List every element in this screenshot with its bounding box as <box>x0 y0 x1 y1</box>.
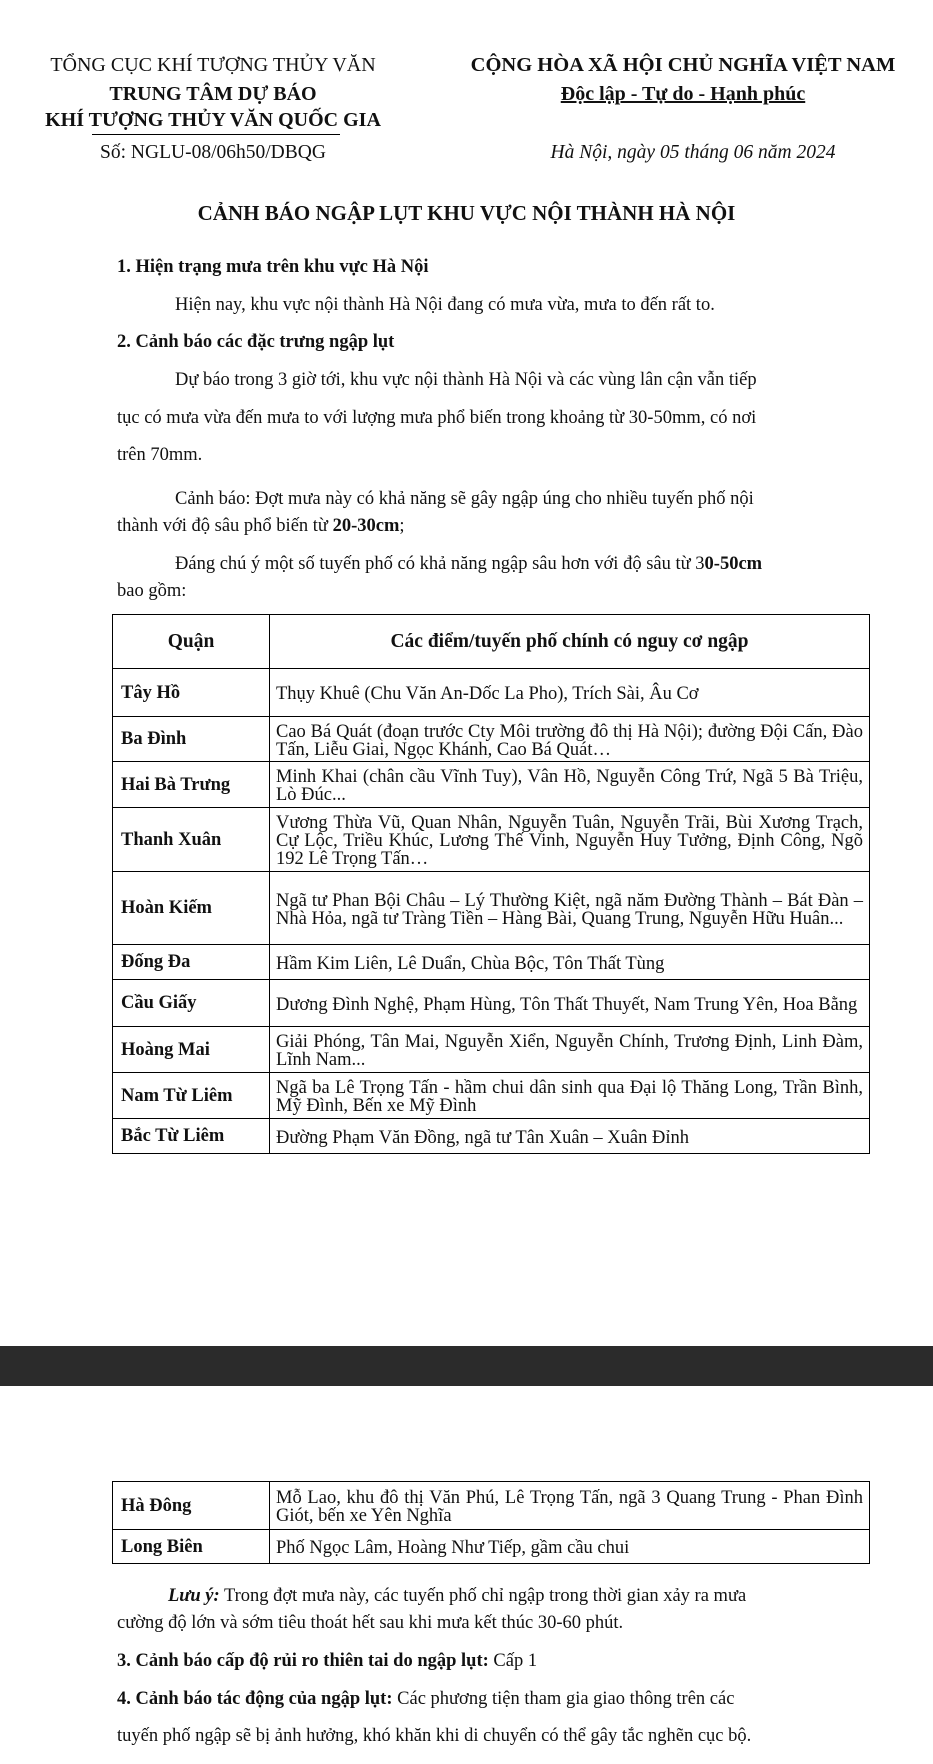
note-line2: bao gồm: <box>117 581 187 601</box>
forecast-line1: Dự báo trong 3 giờ tới, khu vực nội thành Hà Nội và các vùng lân cận vẫn tiếp <box>175 370 757 390</box>
table-row <box>113 717 870 762</box>
national-motto: Độc lập - Tự do - Hạnh phúc <box>560 83 806 105</box>
district-cell: Hoàng Mai <box>113 1027 270 1073</box>
table-row <box>113 945 870 980</box>
column-header-district: Quận <box>113 615 270 669</box>
streets-cell: Mỗ Lao, khu đô thị Văn Phú, Lê Trọng Tấn, ngã 3 Quang Trung - Phan Đình Giót, bến xe Yên Nghĩa <box>270 1482 870 1530</box>
forecast-line3: trên 70mm. <box>117 445 203 465</box>
warning-line2: thành với độ sâu phổ biến từ 20-30cm; <box>117 516 405 536</box>
section1-heading: 1. Hiện trạng mưa trên khu vực Hà Nội <box>117 257 429 277</box>
notice-line2: cường độ lớn và sớm tiêu thoát hết sau khi mưa kết thúc 30-60 phút. <box>117 1613 624 1633</box>
district-cell: Hà Đông <box>113 1482 270 1530</box>
section1-text: Hiện nay, khu vực nội thành Hà Nội đang có mưa vừa, mưa to đến rất to. <box>175 295 715 315</box>
notice-label: Lưu ý: <box>168 1586 220 1606</box>
district-cell: Tây Hồ <box>113 669 270 717</box>
table-header-row <box>113 615 870 669</box>
table-row <box>113 872 870 945</box>
streets-cell: Ngã tư Phan Bội Châu – Lý Thường Kiệt, ngã năm Đường Thành – Bát Đàn – Nhà Hỏa, ngã tư Tràng Tiền – Hàng Bài, Quang Trung, Nguyễn Hữu Huân... <box>270 872 870 945</box>
document-number: Số: NGLU-08/06h50/DBQG <box>100 142 326 163</box>
table-row <box>113 669 870 717</box>
district-cell: Hai Bà Trưng <box>113 762 270 808</box>
section3-heading: 3. Cảnh báo cấp độ rủi ro thiên tai do ngập lụt: <box>117 1651 489 1671</box>
district-cell: Long Biên <box>113 1530 270 1564</box>
district-cell: Bắc Từ Liêm <box>113 1119 270 1154</box>
note-line1: Đáng chú ý một số tuyến phố có khả năng ngập sâu hơn với độ sâu từ 30-50cm <box>175 554 763 574</box>
streets-cell: Hầm Kim Liên, Lê Duẩn, Chùa Bộc, Tôn Thất Tùng <box>270 945 870 980</box>
table-row <box>113 980 870 1027</box>
district-cell: Thanh Xuân <box>113 808 270 872</box>
agency-name-line2: TRUNG TÂM DỰ BÁO <box>109 83 317 105</box>
place-and-date: Hà Nội, ngày 05 tháng 06 năm 2024 <box>550 142 836 163</box>
table-row <box>113 1482 870 1530</box>
streets-cell: Thụy Khuê (Chu Văn An-Dốc La Pho), Trích Sài, Âu Cơ <box>270 669 870 717</box>
section4-heading: 4. Cảnh báo tác động của ngập lụt: <box>117 1689 393 1709</box>
warning-line1: Cảnh báo: Đợt mưa này có khả năng sẽ gây ngập úng cho nhiều tuyến phố nội <box>175 489 754 509</box>
table-row <box>113 808 870 872</box>
notice-line1: Lưu ý: Trong đợt mưa này, các tuyến phố chỉ ngập trong thời gian xảy ra mưa <box>168 1586 747 1606</box>
column-header-streets: Các điểm/tuyến phố chính có nguy cơ ngập <box>270 615 870 669</box>
risk-level: Cấp 1 <box>488 1651 538 1671</box>
forecast-line2: tục có mưa vừa đến mưa to với lượng mưa phổ biến trong khoảng từ 30-50mm, có nơi <box>117 408 757 428</box>
page-break-band <box>0 1346 933 1386</box>
section2-heading: 2. Cảnh báo các đặc trưng ngập lụt <box>117 332 395 352</box>
streets-cell: Ngã ba Lê Trọng Tấn - hầm chui dân sinh qua Đại lộ Thăng Long, Trần Bình, Mỹ Đình, Bến xe Mỹ Đình <box>270 1073 870 1119</box>
section4-line2: tuyến phố ngập sẽ bị ảnh hưởng, khó khăn khi di chuyển có thể gây tắc nghẽn cục bộ. <box>117 1726 752 1746</box>
warning-depth: 20-30cm <box>332 516 400 536</box>
table-row <box>113 1119 870 1154</box>
table-row <box>113 1073 870 1119</box>
district-cell: Hoàn Kiếm <box>113 872 270 945</box>
streets-cell: Minh Khai (chân cầu Vĩnh Tuy), Vân Hồ, Nguyễn Công Trứ, Ngã 5 Bà Triệu, Lò Đúc... <box>270 762 870 808</box>
table-row <box>113 1027 870 1073</box>
district-cell: Đống Đa <box>113 945 270 980</box>
table-row <box>113 762 870 808</box>
district-cell: Nam Từ Liêm <box>113 1073 270 1119</box>
country-name: CỘNG HÒA XÃ HỘI CHỦ NGHĨA VIỆT NAM <box>470 54 896 76</box>
streets-cell: Phố Ngọc Lâm, Hoàng Như Tiếp, gầm cầu chui <box>270 1530 870 1564</box>
streets-cell: Đường Phạm Văn Đồng, ngã tư Tân Xuân – Xuân Đỉnh <box>270 1119 870 1154</box>
header-left-rule <box>92 134 340 135</box>
section3 <box>117 1652 537 1671</box>
district-cell: Ba Đình <box>113 717 270 762</box>
document-title: CẢNH BÁO NGẬP LỤT KHU VỰC NỘI THÀNH HÀ NỘI <box>197 201 736 225</box>
flood-risk-table-continued <box>112 1481 870 1564</box>
district-cell: Cầu Giấy <box>113 980 270 1027</box>
agency-name-line1: TỔNG CỤC KHÍ TƯỢNG THỦY VĂN <box>50 54 376 76</box>
note-depth: 0-50cm <box>704 554 763 574</box>
agency-name-line3: KHÍ TƯỢNG THỦY VĂN QUỐC GIA <box>45 109 381 131</box>
streets-cell: Dương Đình Nghệ, Phạm Hùng, Tôn Thất Thuyết, Nam Trung Yên, Hoa Bằng <box>270 980 870 1027</box>
section4-line1: 4. Cảnh báo tác động của ngập lụt: Các phương tiện tham gia giao thông trên các <box>117 1689 735 1709</box>
flood-risk-table <box>112 614 870 1154</box>
streets-cell: Vương Thừa Vũ, Quan Nhân, Nguyễn Tuân, Nguyễn Trãi, Bùi Xương Trạch, Cự Lộc, Triều Khúc, Lương Thế Vinh, Nguyễn Huy Tưởng, Định Công, Ngõ 192 Lê Trọng Tấn… <box>270 808 870 872</box>
streets-cell: Cao Bá Quát (đoạn trước Cty Môi trường đô thị Hà Nội); đường Đội Cấn, Đào Tấn, Liễu Giai, Ngọc Khánh, Cao Bá Quát… <box>270 717 870 762</box>
streets-cell: Giải Phóng, Tân Mai, Nguyễn Xiển, Nguyễn Chính, Trương Định, Linh Đàm, Lĩnh Nam... <box>270 1027 870 1073</box>
table-row <box>113 1530 870 1564</box>
